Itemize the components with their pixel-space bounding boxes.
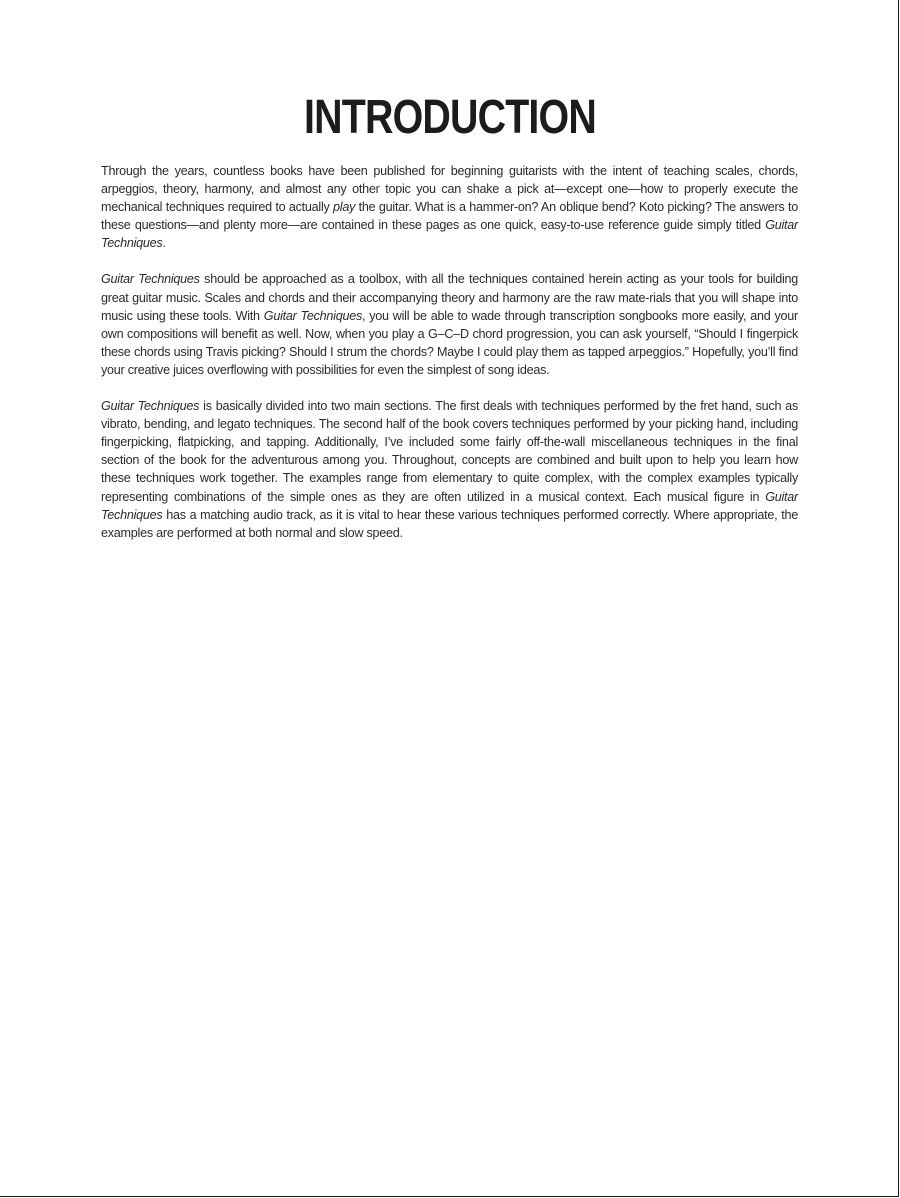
- text-segment: has a matching audio track, as it is vital to hear these various techniques performed correctly. Where appropriate, the examples are performed at both normal and slow speed.: [101, 507, 798, 540]
- text-segment: Through the years, countless books have been published for beginning guitarists with the intent of teaching scales, chords, arpeggios, theory, harmony, and almost any other topic you can shake a pick at—except one—how to properly execute the mechanical techniques required to actually: [101, 164, 798, 215]
- italic-segment: Guitar Techniques: [101, 218, 798, 251]
- body-text: [101, 162, 798, 560]
- italic-segment: Guitar Techniques: [101, 399, 200, 414]
- paragraph-2: [101, 270, 798, 379]
- italic-segment: Guitar Techniques: [101, 272, 200, 287]
- page-title: INTRODUCTION: [304, 91, 596, 144]
- text-segment: .: [162, 236, 166, 251]
- text-segment: should be approached as a toolbox, with all the techniques contained herein acting as your tools for building great guitar music. Scales and chords and their accompanying theory and harmony are the raw mate-rials that you will shape into music using these tools. With: [101, 272, 798, 323]
- italic-segment: Guitar Techniques: [263, 308, 363, 323]
- paragraph-1: [101, 162, 798, 252]
- italic-segment: play: [333, 200, 356, 215]
- text-segment: the guitar. What is a hammer-on? An oblique bend? Koto picking? The answers to these questions—and plenty more—are contained in these pages as one quick, easy-to-use reference guide simply titled: [101, 200, 798, 233]
- text-segment: is basically divided into two main sections. The first deals with techniques performed by the fret hand, such as vibrato, bending, and legato techniques. The second half of the book covers techniques performed by your picking hand, including fingerpicking, flatpicking, and tapping. Additionally, I’ve included some fairly off-the-wall miscellaneous techniques in the final section of the book for the adventurous among you. Throughout, concepts are combined and built upon to help you learn how these techniques work together. The examples range from elementary to quite complex, with the complex examples typically representing combinations of the simple ones as they are often utilized in a musical context. Each musical figure in: [101, 399, 798, 504]
- text-segment: , you will be able to wade through transcription songbooks more easily, and your own compositions will benefit as well. Now, when you play a G–C–D chord progression, you can ask yourself, “Should I fingerpick these chords using Travis picking? Should I strum the chords? Maybe I could play them as tapped arpeggios.” Hopefully, you’ll find your creative juices overflowing with possibilities for even the simplest of song ideas.: [101, 308, 798, 377]
- italic-segment: Guitar Techniques: [101, 489, 798, 522]
- paragraph-3: [101, 397, 798, 542]
